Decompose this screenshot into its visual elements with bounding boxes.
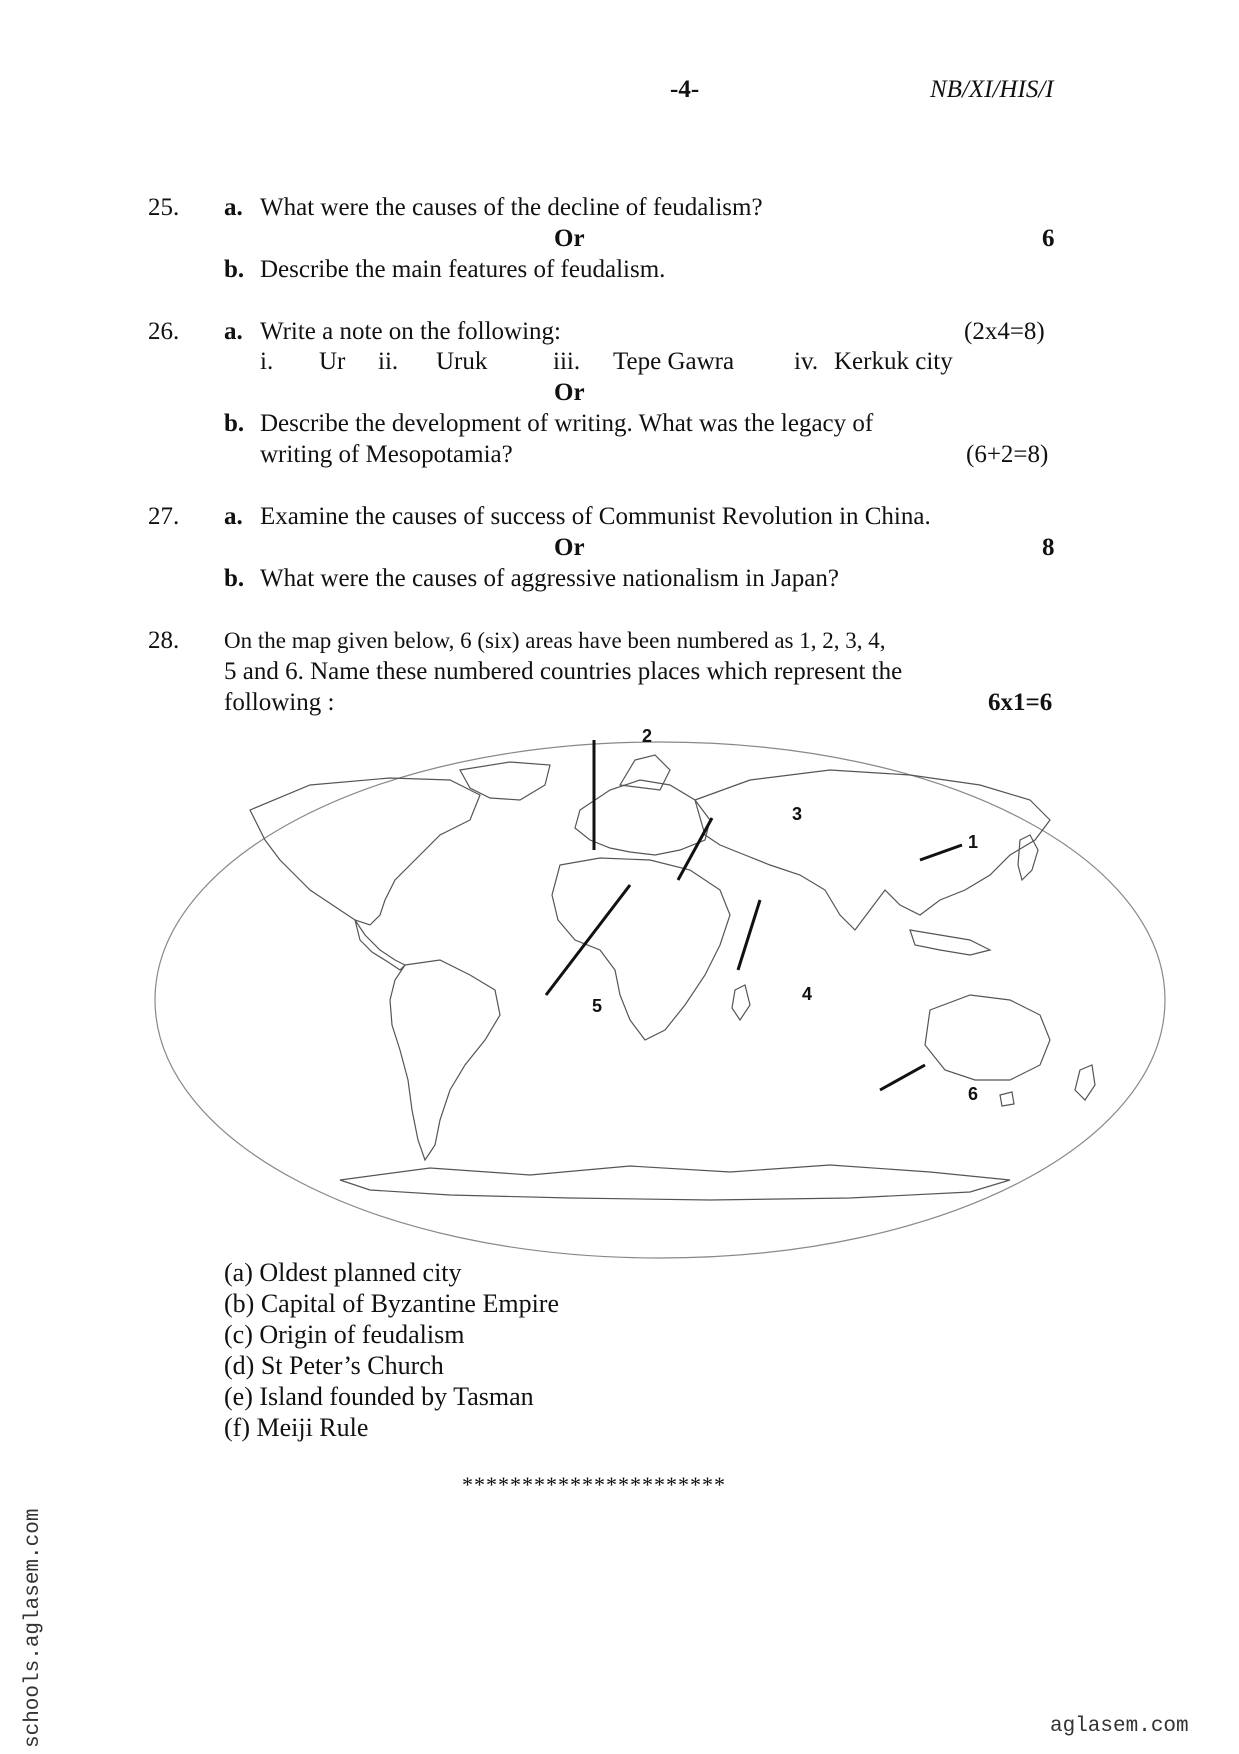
map-label-3: 3 <box>792 804 803 824</box>
list-item-marker: iv. <box>794 348 819 375</box>
list-item-marker: ii. <box>378 348 399 375</box>
central-america <box>355 920 405 970</box>
question-text-b: Describe the main features of feudalism. <box>260 256 666 283</box>
asia <box>695 770 1050 930</box>
question-number: 27. <box>148 503 180 530</box>
question-text-a: Write a note on the following: <box>260 318 562 345</box>
map-frame <box>155 742 1165 1258</box>
question-text-line3: following : <box>224 689 335 716</box>
list-item: (c) Origin of feudalism <box>224 1320 465 1349</box>
question-text-line2: 5 and 6. Name these numbered countries places which represent the <box>224 658 903 685</box>
question-text-b: Describe the development of writing. What was the legacy of <box>260 410 874 437</box>
list-item: (d) St Peter’s Church <box>224 1351 444 1380</box>
option-label-b: b. <box>224 565 245 592</box>
map-label-1: 1 <box>968 832 979 852</box>
new-zealand <box>1075 1065 1095 1100</box>
world-map <box>150 726 1170 1260</box>
question-text-b-continued: writing of Mesopotamia? <box>260 441 513 468</box>
end-of-paper-stars: ********************** <box>462 1472 726 1497</box>
list-item-marker: i. <box>260 348 274 375</box>
marks: (6+2=8) <box>966 441 1049 468</box>
map-label-6: 6 <box>968 1084 979 1104</box>
map-label-5: 5 <box>592 996 603 1016</box>
bottom-watermark: aglasem.com <box>1050 1715 1189 1738</box>
japan <box>1018 835 1038 880</box>
north-america <box>250 778 480 925</box>
question-number: 25. <box>148 194 180 221</box>
list-item: Kerkuk city <box>834 348 953 375</box>
madagascar <box>732 985 750 1020</box>
question-text-b: What were the causes of aggressive nationalism in Japan? <box>260 565 839 592</box>
pointer-line-5 <box>546 885 630 995</box>
map-label-4: 4 <box>802 984 813 1004</box>
southeast-asia-islands <box>910 930 990 955</box>
list-item: (e) Island founded by Tasman <box>224 1382 534 1411</box>
or-separator: Or <box>554 225 585 252</box>
marks: 6x1=6 <box>988 689 1053 716</box>
option-label-b: b. <box>224 256 245 283</box>
africa <box>552 858 730 1040</box>
paper-code: NB/XI/HIS/I <box>930 76 1054 103</box>
map-label-2: 2 <box>642 726 653 746</box>
or-separator: Or <box>554 379 585 406</box>
side-watermark: schools.aglasem.com <box>22 1508 45 1748</box>
pointer-line-6 <box>880 1065 925 1090</box>
or-separator: Or <box>554 534 585 561</box>
option-label-a: a. <box>224 318 243 345</box>
option-label-b: b. <box>224 410 245 437</box>
list-item: Uruk <box>436 348 488 375</box>
pointer-line-1 <box>920 845 962 860</box>
option-label-a: a. <box>224 194 243 221</box>
list-item: (f) Meiji Rule <box>224 1413 369 1442</box>
page-number: -4- <box>670 76 700 103</box>
question-text-line1: On the map given below, 6 (six) areas have been numbered as 1, 2, 3, 4, <box>224 628 886 653</box>
marks: (2x4=8) <box>964 318 1045 345</box>
list-item: Ur <box>319 348 346 375</box>
greenland <box>460 762 550 800</box>
australia <box>925 995 1050 1080</box>
antarctica <box>340 1165 1010 1200</box>
marks: 6 <box>1042 225 1055 252</box>
pointer-line-4 <box>738 900 760 970</box>
list-item: (b) Capital of Byzantine Empire <box>224 1289 560 1318</box>
list-item-marker: iii. <box>553 348 581 375</box>
option-label-a: a. <box>224 503 243 530</box>
list-item: Tepe Gawra <box>613 348 735 375</box>
question-number: 28. <box>148 627 180 654</box>
south-america <box>390 960 500 1160</box>
list-item: (a) Oldest planned city <box>224 1258 462 1287</box>
question-text-a: Examine the causes of success of Communist Revolution in China. <box>260 503 931 530</box>
question-text-a: What were the causes of the decline of feudalism? <box>260 194 763 221</box>
question-number: 26. <box>148 318 180 345</box>
world-map-outline <box>150 740 1170 1260</box>
marks: 8 <box>1042 534 1055 561</box>
tasmania <box>1000 1092 1014 1106</box>
